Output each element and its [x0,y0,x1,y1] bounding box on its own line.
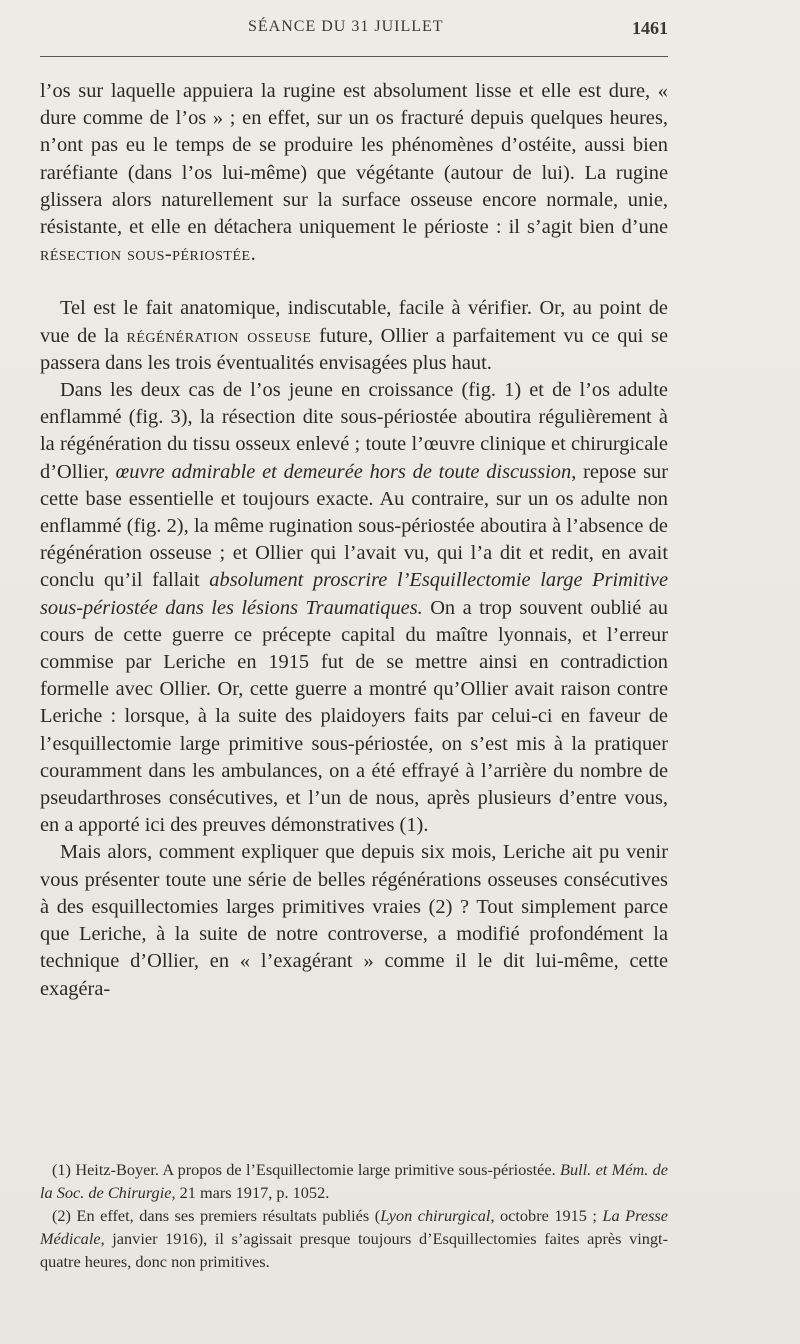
fn2-b: , octobre 1915 ; [490,1206,603,1225]
page-header [40,18,668,44]
p2-smallcaps: régénération osseuse [126,324,312,347]
p3-italic-1: œuvre admirable et demeurée hors de toute discussion [115,460,572,483]
fn2-italic-1: Lyon chirurgical [380,1206,491,1225]
p1-end: . [250,243,256,266]
p2-b: future, Ollier a parfaitement vu ce qui se passera dans les trois éventualités envisagées plus haut. [40,324,668,374]
header-rule [40,56,668,57]
p1-text: l’os sur laquelle appuiera la rugine est absolument lisse et elle est dure, « dure comme de l’os » ; en effet, sur un os fracturé depuis quelques heures, n’ont pas eu le temps de se produire les phénomènes d’ostéite, aussi bien raréfiante (dans l’os lui-même) que végétante (autour de lui). La rugine glissera alors naturellement sur la surface osseuse encore normale, unie, résistante, et elle en détachera uniquement le périoste : il s’agit bien d’une [40,80,668,239]
p1-smallcaps: résection sous-périostée [40,243,251,266]
p2-a: Tel est le fait anatomique, indiscutable, facile à vérifier. Or, au point de vue de la [40,297,668,347]
footnote-2 [40,1204,668,1273]
fn1-a: (1) Heitz-Boyer. A propos de l’Esquillectomie large primitive sous-périostée. [52,1160,561,1179]
fn2-a: (2) En effet, dans ses premiers résultats publiés ( [52,1206,381,1225]
fn1-b: , 21 mars 1917, p. 1052. [171,1183,330,1202]
paragraph-3 [40,377,668,839]
footnote-1 [40,1158,668,1204]
fn2-c: , janvier 1916), il s’agissait presque toujours d’Esquillectomies faites après vingt-quatre heures, donc non primitives. [40,1229,668,1271]
footnotes [40,1158,668,1273]
paragraph-1 [40,78,668,268]
running-head: SÉANCE DU 31 JUILLET [248,18,444,35]
p3-b: , repose sur cette base essentielle et toujours exacte. Au contraire, sur un os adulte non enflammé (fig. 2), la même rugination sous-périostée aboutira à l’absence de régénération osseuse ; et Ollier qui l’avait vu, qui l’a dit et redit, en avait conclu qu’il fallait [40,460,668,592]
paragraph-4 [40,839,668,1002]
paragraph-2 [40,295,668,377]
p3-c: On a trop souvent oublié au cours de cette guerre ce précepte capital du maître lyonnais, et l’erreur commise par Leriche en 1915 fut de se mettre ainsi en contradiction formelle avec Ollier. Or, cette guerre a montré qu’Ollier avait raison contre Leriche : lorsque, à la suite des plaidoyers faits par celui-ci en faveur de l’esquillectomie large primitive sous-périostée, on s’est mis à la pratiquer couramment dans les ambulances, on a été effrayé à l’arrière du nombre de pseudarthroses consécutives, et l’un de nous, après plusieurs d’entre vous, en a apporté ici des preuves démonstratives (1). [40,596,668,837]
p4-text: Mais alors, comment expliquer que depuis six mois, Leriche ait pu venir vous présenter toute une série de belles régénérations osseuses consécutives à des esquillectomies larges primitives vraies (2) ? Tout simplement parce que Leriche, à la suite de notre controverse, a modifié profondément la technique d’Ollier, en « l’exagérant » comme il le dit lui-même, cette exagéra- [40,841,668,1000]
fn1-italic: Bull. et Mém. de la Soc. de Chirurgie [40,1160,668,1202]
body-text [40,78,668,1003]
fn2-italic-2: La Presse Médicale [40,1206,668,1248]
page-number: 1461 [632,18,668,38]
p3-a: Dans les deux cas de l’os jeune en croissance (fig. 1) et de l’os adulte enflammé (fig. 3), la résection dite sous-périostée aboutira régulièrement à la régénération du tissu osseux enlevé ; toute l’œuvre clinique et chirurgicale d’Ollier, [40,379,668,483]
p3-italic-2: absolument proscrire l’Esquillectomie large Primitive sous-périostée dans les lésions Traumatiques. [40,569,668,619]
